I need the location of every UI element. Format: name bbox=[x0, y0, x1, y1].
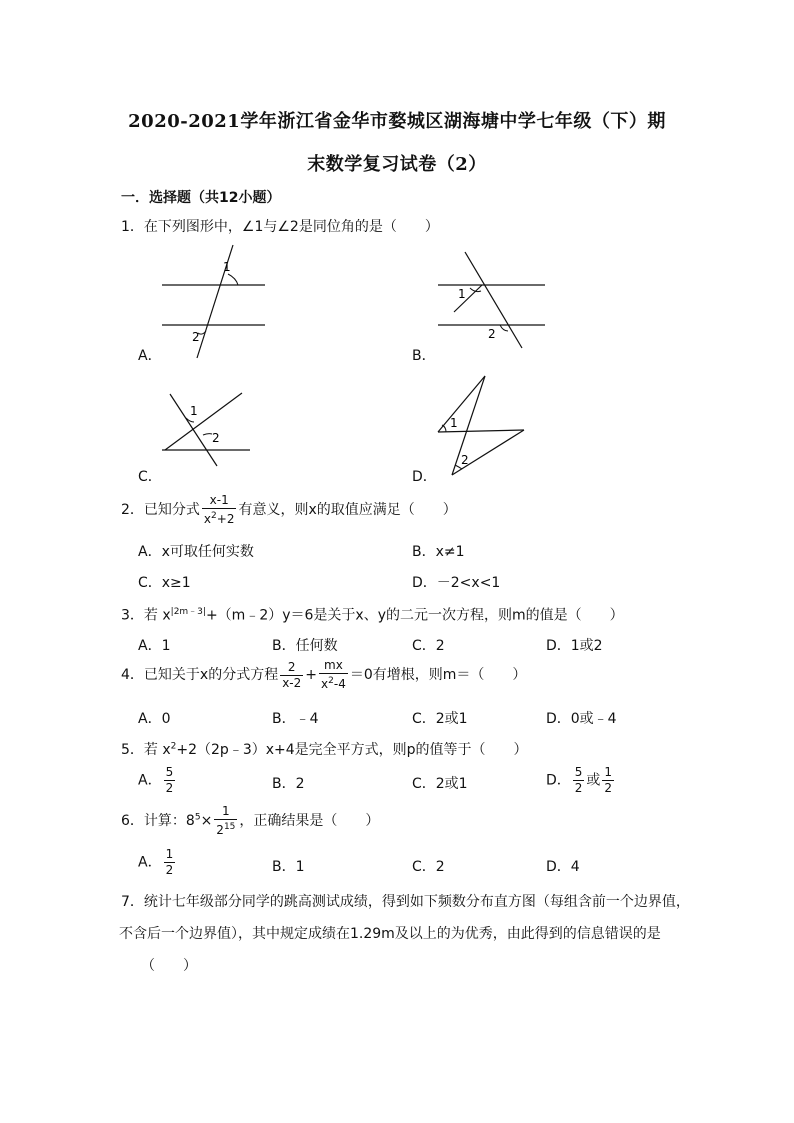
angle-2-label: 2 bbox=[488, 327, 496, 341]
angle-1-label: 1 bbox=[190, 404, 198, 418]
q5-option-a[interactable]: A． $\frac{5}{2}$ bbox=[138, 765, 174, 795]
question-4-text: 4．已知关于x的分式方程 $\frac{2}{x-2}$ + $\frac{mx}{x^2-4}$ ＝0有增根，则m＝（ ） bbox=[121, 658, 527, 691]
q1-option-c[interactable]: C． bbox=[138, 469, 162, 485]
angle-1-label: 1 bbox=[450, 416, 458, 430]
q2-option-c[interactable]: C．x≥1 bbox=[138, 575, 191, 591]
angle-1-label: 1 bbox=[458, 287, 466, 301]
q1-option-d[interactable]: D． bbox=[412, 469, 437, 485]
q4-option-b[interactable]: B．﹣4 bbox=[272, 711, 319, 727]
q5-option-c[interactable]: C．2或1 bbox=[412, 776, 468, 792]
page-title-line-2: 末数学复习试卷（2） bbox=[307, 154, 487, 175]
question-6-text: 6．计算：$8^5\times$ $\frac{1}{2^{15}}$ ，正确结果是（ ） bbox=[121, 804, 380, 837]
angle-1-label: 1 bbox=[223, 260, 231, 274]
section-heading: 一．选择题（共12小题） bbox=[121, 190, 281, 206]
q2-option-b[interactable]: B．x≠1 bbox=[412, 544, 465, 560]
q1-figure-d bbox=[428, 372, 538, 482]
q6-option-d[interactable]: D．4 bbox=[546, 859, 580, 875]
angle-2-label: 2 bbox=[212, 431, 220, 445]
q2-option-d[interactable]: D．－2<x<1 bbox=[412, 575, 501, 591]
page-title-line-1: 2020-2021学年浙江省金华市婺城区湖海塘中学七年级（下）期 bbox=[128, 111, 666, 132]
q4-fraction-1: $\frac{2}{x-2}$ bbox=[282, 659, 302, 690]
q5-option-b[interactable]: B．2 bbox=[272, 776, 305, 792]
q1-option-b[interactable]: B． bbox=[412, 348, 436, 364]
q2-fraction: $\frac{x-1}{x^2+2}$ bbox=[203, 493, 235, 526]
q4-fraction-2: $\frac{mx}{x^2-4}$ bbox=[321, 658, 346, 691]
q6-option-b[interactable]: B．1 bbox=[272, 859, 305, 875]
q2-option-a[interactable]: A．x可取任何实数 bbox=[138, 544, 254, 560]
q3-option-b[interactable]: B．任何数 bbox=[272, 638, 338, 654]
q1-figure-b bbox=[420, 240, 560, 365]
q6-option-c[interactable]: C．2 bbox=[412, 859, 445, 875]
question-5-text: 5．若 $x^2+2(2p﹣3)x+4$是完全平方式，则p的值等于（ ） bbox=[121, 741, 528, 758]
q7-line-1: 7．统计七年级部分同学的跳高测试成绩，得到如下频数分布直方图（每组含前一个边界值， bbox=[121, 894, 690, 910]
q4-option-d[interactable]: D．0或﹣4 bbox=[546, 711, 617, 727]
q6-option-a[interactable]: A． $\frac{1}{2}$ bbox=[138, 847, 174, 877]
q3-option-c[interactable]: C．2 bbox=[412, 638, 445, 654]
q7-line-2: 不含后一个边界值），其中规定成绩在1.29m及以上的为优秀，由此得到的信息错误的是 bbox=[119, 926, 661, 942]
angle-2-label: 2 bbox=[192, 330, 200, 344]
question-2-text: 2．已知分式 $\frac{x-1}{x^2+2}$ 有意义，则x的取值应满足（ ） bbox=[121, 493, 457, 526]
q4-option-a[interactable]: A．0 bbox=[138, 711, 171, 727]
question-1-text: 1．在下列图形中，∠1与∠2是同位角的是（ ） bbox=[121, 219, 439, 235]
q1-option-a[interactable]: A． bbox=[138, 348, 162, 364]
question-3-text: 3．若 $x^{|2m﹣3|}+(m﹣2)y=6$是关于x、y的二元一次方程，则m的值是（ ） bbox=[121, 607, 624, 624]
q7-line-3: （ ） bbox=[141, 958, 197, 974]
q5-option-d[interactable]: D． $\frac{5}{2}$ 或 $\frac{1}{2}$ bbox=[546, 765, 613, 795]
angle-2-label: 2 bbox=[461, 453, 469, 467]
q6-fraction: $\frac{1}{2^{15}}$ bbox=[216, 804, 236, 837]
q3-option-d[interactable]: D．1或2 bbox=[546, 638, 603, 654]
question-7-text bbox=[121, 886, 691, 982]
q1-figure-c bbox=[150, 388, 260, 468]
q3-option-a[interactable]: A．1 bbox=[138, 638, 171, 654]
q4-option-c[interactable]: C．2或1 bbox=[412, 711, 468, 727]
